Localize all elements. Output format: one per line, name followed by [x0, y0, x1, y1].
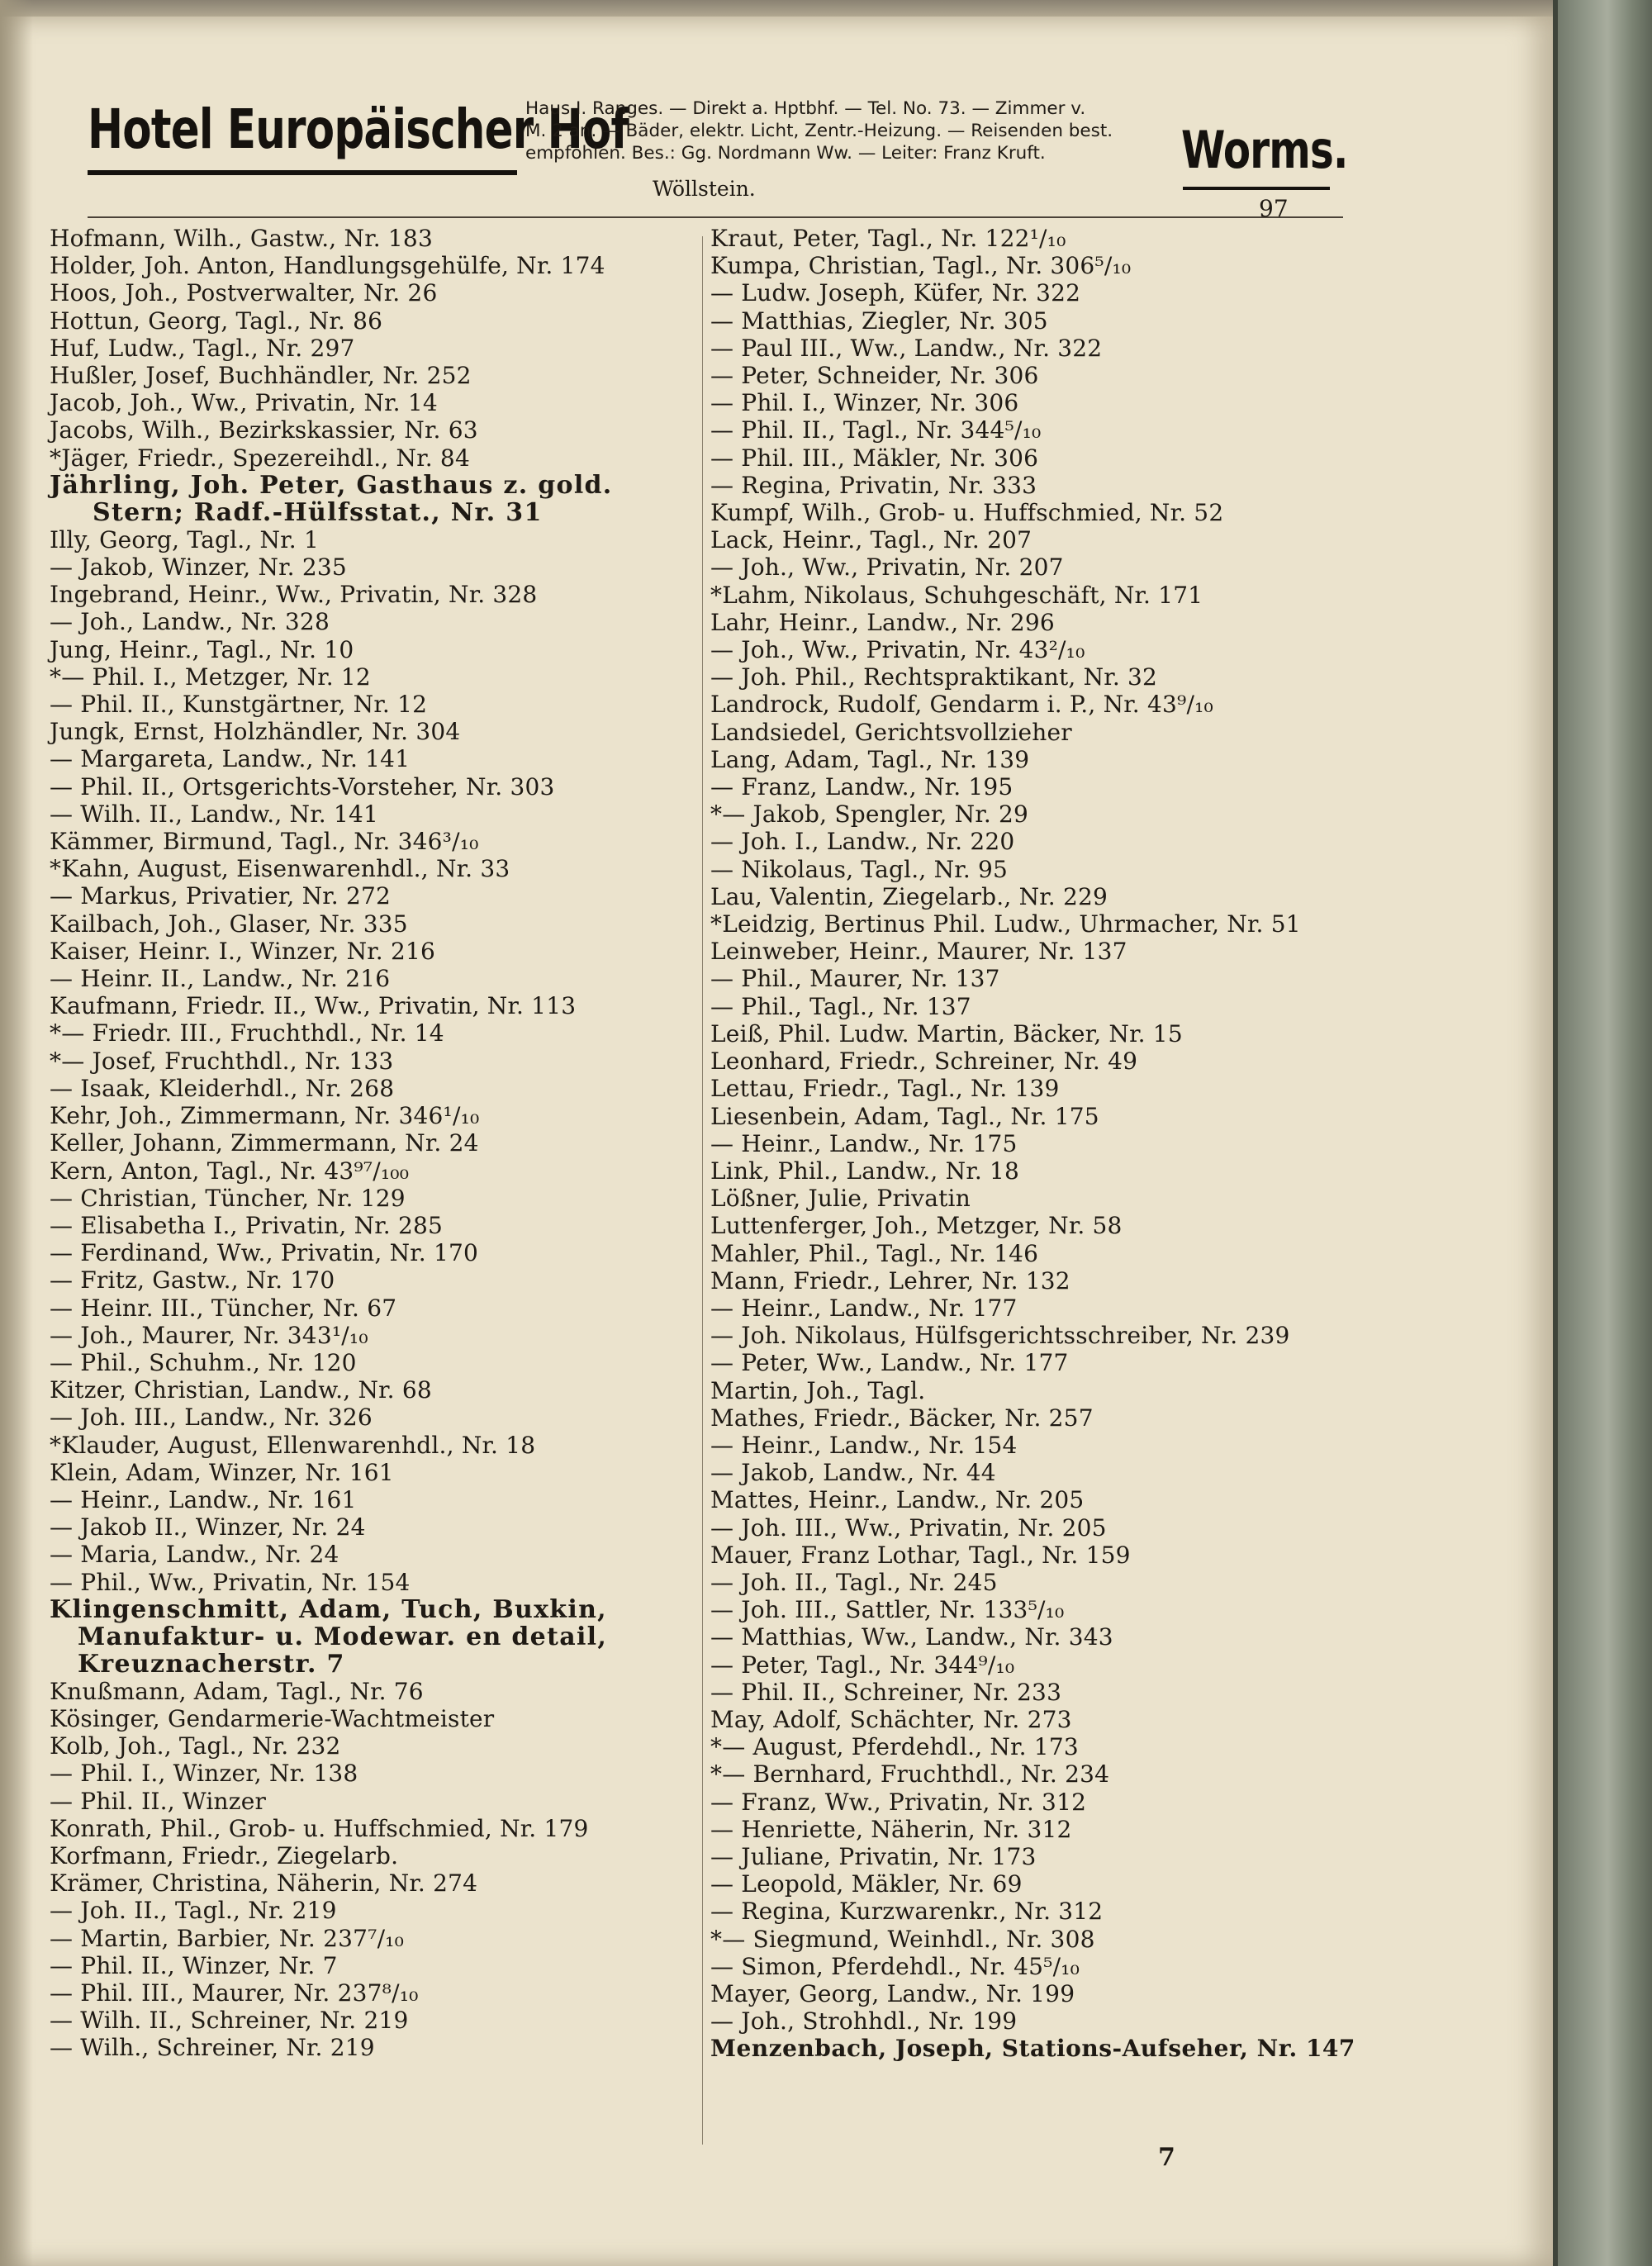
directory-entry: — Wilh. II., Schreiner, Nr. 219 — [50, 2007, 409, 2035]
directory-entry: — Heinr. II., Landw., Nr. 216 — [50, 965, 391, 993]
directory-entry: — Nikolaus, Tagl., Nr. 95 — [710, 855, 1009, 883]
directory-entry: Mauer, Franz Lothar, Tagl., Nr. 159 — [710, 1541, 1131, 1569]
directory-entry: Kumpa, Christian, Tagl., Nr. 306⁵/₁₀ — [710, 252, 1132, 280]
directory-entry: Menzenbach, Joseph, Stations-Aufseher, Nr. 147 — [710, 2035, 1355, 2063]
directory-entry: *— Friedr. III., Fruchthdl., Nr. 14 — [50, 1019, 444, 1047]
directory-entry: Kitzer, Christian, Landw., Nr. 68 — [50, 1376, 432, 1404]
directory-entry: Mahler, Phil., Tagl., Nr. 146 — [710, 1239, 1039, 1267]
directory-entry: — Joh. II., Tagl., Nr. 219 — [50, 1897, 337, 1925]
directory-entry: Hottun, Georg, Tagl., Nr. 86 — [50, 306, 383, 335]
directory-entry: — Joh. III., Ww., Privatin, Nr. 205 — [710, 1513, 1107, 1542]
hotel-name-heading: Hotel Europäischer Hof — [88, 97, 629, 161]
directory-entry: — Joh., Landw., Nr. 328 — [50, 608, 330, 636]
directory-entry: May, Adolf, Schächter, Nr. 273 — [710, 1705, 1072, 1733]
directory-entry: *Leidzig, Bertinus Phil. Ludw., Uhrmacher, Nr. 51 — [710, 910, 1301, 938]
directory-entry: Leinweber, Heinr., Maurer, Nr. 137 — [710, 938, 1127, 966]
directory-entry: Mann, Friedr., Lehrer, Nr. 132 — [710, 1266, 1070, 1295]
page-gutter-shadow — [0, 0, 33, 2266]
directory-entry: Lack, Heinr., Tagl., Nr. 207 — [710, 526, 1032, 554]
directory-entry: *Kahn, August, Eisenwarenhdl., Nr. 33 — [50, 855, 510, 883]
directory-entry: *— Phil. I., Metzger, Nr. 12 — [50, 663, 371, 691]
directory-entry: Ingebrand, Heinr., Ww., Privatin, Nr. 328 — [50, 581, 538, 609]
directory-entry: — Peter, Tagl., Nr. 344⁹/₁₀ — [710, 1651, 1015, 1679]
directory-entry: Lau, Valentin, Ziegelarb., Nr. 229 — [710, 882, 1108, 910]
directory-entry: Keller, Johann, Zimmermann, Nr. 24 — [50, 1129, 479, 1157]
directory-entry: Korfmann, Friedr., Ziegelarb. — [50, 1841, 399, 1869]
directory-entry: — Christian, Tüncher, Nr. 129 — [50, 1184, 406, 1212]
directory-entry: Jährling, Joh. Peter, Gasthaus z. gold. — [50, 470, 613, 500]
directory-entry: — Juliane, Privatin, Nr. 173 — [710, 1842, 1037, 1870]
directory-entry: — Markus, Privatier, Nr. 272 — [50, 882, 392, 910]
directory-entry: *Lahm, Nikolaus, Schuhgeschäft, Nr. 171 — [710, 581, 1203, 609]
directory-entry: — Phil. III., Mäkler, Nr. 306 — [710, 444, 1039, 472]
directory-entry: — Phil. I., Winzer, Nr. 138 — [50, 1760, 358, 1788]
directory-entry: Landrock, Rudolf, Gendarm i. P., Nr. 43⁹/₁₀ — [710, 691, 1213, 719]
directory-entry: *Jäger, Friedr., Spezereihdl., Nr. 84 — [50, 444, 470, 472]
directory-entry: Kolb, Joh., Tagl., Nr. 232 — [50, 1732, 341, 1760]
directory-entry: Mathes, Friedr., Bäcker, Nr. 257 — [710, 1404, 1094, 1432]
hotel-name-underline — [88, 170, 517, 175]
directory-entry: Lettau, Friedr., Tagl., Nr. 139 — [710, 1075, 1060, 1103]
directory-entry: Stern; Radf.-Hülfsstat., Nr. 31 — [93, 497, 543, 527]
directory-entry: Illy, Georg, Tagl., Nr. 1 — [50, 525, 319, 553]
directory-entry: — Wilh., Schreiner, Nr. 219 — [50, 2034, 375, 2062]
directory-entry: — Phil. III., Maurer, Nr. 237⁸/₁₀ — [50, 1979, 419, 2007]
directory-entry: Mayer, Georg, Landw., Nr. 199 — [710, 1980, 1075, 2007]
directory-entry: Hußler, Josef, Buchhändler, Nr. 252 — [50, 362, 472, 390]
directory-entry: — Simon, Pferdehdl., Nr. 45⁵/₁₀ — [710, 1952, 1080, 1980]
directory-entry: Landsiedel, Gerichtsvollzieher — [710, 718, 1072, 746]
directory-entry: Liesenbein, Adam, Tagl., Nr. 175 — [710, 1102, 1099, 1130]
directory-entry: Luttenferger, Joh., Metzger, Nr. 58 — [710, 1212, 1123, 1240]
hotel-ad-text — [525, 97, 1178, 164]
directory-entry: *— Josef, Fruchthdl., Nr. 133 — [50, 1047, 394, 1075]
directory-entry: — Joh. III., Landw., Nr. 326 — [50, 1404, 373, 1432]
city-underline — [1183, 187, 1330, 190]
directory-entry: Jung, Heinr., Tagl., Nr. 10 — [50, 635, 354, 663]
directory-entry: — Joh., Maurer, Nr. 343¹/₁₀ — [50, 1321, 368, 1349]
directory-entry: Kailbach, Joh., Glaser, Nr. 335 — [50, 910, 408, 938]
directory-entry: — Heinr. III., Tüncher, Nr. 67 — [50, 1294, 397, 1322]
ad-line: M. 2 an. — Bäder, elektr. Licht, Zentr.-Heizung. — Reisenden best. — [525, 121, 1113, 141]
directory-entry: *— Siegmund, Weinhdl., Nr. 308 — [710, 1925, 1095, 1953]
directory-entry: — Wilh. II., Landw., Nr. 141 — [50, 800, 378, 828]
directory-entry: — Jakob II., Winzer, Nr. 24 — [50, 1513, 366, 1542]
directory-entry: Holder, Joh. Anton, Handlungsgehülfe, Nr. 174 — [50, 252, 605, 280]
directory-entry: Manufaktur- u. Modewar. en detail, — [78, 1622, 608, 1651]
directory-entry: — Phil. II., Schreiner, Nr. 233 — [710, 1678, 1062, 1706]
directory-entry: Huf, Ludw., Tagl., Nr. 297 — [50, 334, 355, 362]
page-number: 97 — [1259, 195, 1289, 222]
directory-entry: *— August, Pferdehdl., Nr. 173 — [710, 1733, 1079, 1761]
right-column — [710, 225, 1355, 2063]
directory-entry: — Leopold, Mäkler, Nr. 69 — [710, 1870, 1023, 1898]
directory-entry: Kösinger, Gendarmerie-Wachtmeister — [50, 1704, 495, 1732]
directory-entry: — Martin, Barbier, Nr. 237⁷/₁₀ — [50, 1924, 405, 1952]
directory-entry: — Fritz, Gastw., Nr. 170 — [50, 1266, 335, 1295]
directory-entry: Mattes, Heinr., Landw., Nr. 205 — [710, 1486, 1085, 1514]
directory-entry: — Heinr., Landw., Nr. 175 — [710, 1129, 1018, 1157]
directory-entry: Leonhard, Friedr., Schreiner, Nr. 49 — [710, 1047, 1138, 1076]
directory-entry: — Joh., Strohhdl., Nr. 199 — [710, 2007, 1018, 2036]
directory-entry: — Isaak, Kleiderhdl., Nr. 268 — [50, 1074, 395, 1102]
directory-entry: — Jakob, Landw., Nr. 44 — [710, 1459, 996, 1487]
directory-entry: Hoos, Joh., Postverwalter, Nr. 26 — [50, 279, 438, 307]
directory-entry: — Ludw. Joseph, Küfer, Nr. 322 — [710, 279, 1081, 307]
directory-entry: Krämer, Christina, Näherin, Nr. 274 — [50, 1869, 478, 1898]
directory-entry: — Phil., Tagl., Nr. 137 — [710, 992, 971, 1020]
directory-entry: — Joh. II., Tagl., Nr. 245 — [710, 1568, 998, 1596]
directory-entry: *Klauder, August, Ellenwarenhdl., Nr. 18 — [50, 1431, 536, 1459]
column-divider — [702, 236, 703, 2145]
directory-entry: — Peter, Ww., Landw., Nr. 177 — [710, 1349, 1069, 1377]
directory-entry: — Ferdinand, Ww., Privatin, Nr. 170 — [50, 1239, 479, 1267]
directory-entry: — Phil., Ww., Privatin, Nr. 154 — [50, 1568, 411, 1596]
city-heading: Worms. — [1181, 120, 1348, 180]
directory-entry: Kaiser, Heinr. I., Winzer, Nr. 216 — [50, 937, 436, 965]
directory-entry: — Matthias, Ziegler, Nr. 305 — [710, 306, 1048, 335]
directory-entry: — Joh., Ww., Privatin, Nr. 43²/₁₀ — [710, 636, 1085, 664]
directory-entry: — Phil. II., Kunstgärtner, Nr. 12 — [50, 691, 428, 719]
directory-entry: — Phil. II., Winzer, Nr. 7 — [50, 1951, 338, 1979]
directory-entry: — Joh. III., Sattler, Nr. 133⁵/₁₀ — [710, 1596, 1065, 1624]
left-column — [50, 225, 702, 2062]
directory-entry: Jacobs, Wilh., Bezirkskassier, Nr. 63 — [50, 416, 478, 444]
directory-entry: — Phil. II., Ortsgerichts-Vorsteher, Nr. 303 — [50, 772, 555, 800]
directory-entry: — Margareta, Landw., Nr. 141 — [50, 745, 411, 773]
directory-entry: Kehr, Joh., Zimmermann, Nr. 346¹/₁₀ — [50, 1102, 480, 1130]
directory-entry: — Phil., Maurer, Nr. 137 — [710, 965, 1000, 993]
directory-entry: Jacob, Joh., Ww., Privatin, Nr. 14 — [50, 389, 438, 417]
directory-entry: Kreuznacherstr. 7 — [78, 1649, 345, 1679]
signature-mark: 7 — [1158, 2143, 1175, 2172]
directory-entry: Kaufmann, Friedr. II., Ww., Privatin, Nr. 113 — [50, 992, 577, 1020]
directory-entry: Klein, Adam, Winzer, Nr. 161 — [50, 1458, 394, 1486]
directory-entry: Link, Phil., Landw., Nr. 18 — [710, 1157, 1020, 1185]
directory-entry: — Maria, Landw., Nr. 24 — [50, 1541, 339, 1569]
directory-entry: Kern, Anton, Tagl., Nr. 43⁹⁷/₁₀₀ — [50, 1157, 410, 1185]
directory-entry: Konrath, Phil., Grob- u. Huffschmied, Nr. 179 — [50, 1814, 589, 1842]
directory-entry: — Heinr., Landw., Nr. 154 — [710, 1431, 1018, 1459]
directory-entry: Klingenschmitt, Adam, Tuch, Buxkin, — [50, 1594, 607, 1624]
directory-entry: Knußmann, Adam, Tagl., Nr. 76 — [50, 1677, 424, 1705]
directory-entry: — Phil. II., Winzer — [50, 1787, 267, 1815]
directory-entry: Lang, Adam, Tagl., Nr. 139 — [710, 745, 1030, 773]
directory-entry: — Henriette, Näherin, Nr. 312 — [710, 1815, 1072, 1843]
directory-entry: — Franz, Ww., Privatin, Nr. 312 — [710, 1788, 1087, 1816]
directory-entry: *— Bernhard, Fruchthdl., Nr. 234 — [710, 1760, 1110, 1789]
directory-entry: Hofmann, Wilh., Gastw., Nr. 183 — [50, 225, 433, 252]
directory-entry: *— Jakob, Spengler, Nr. 29 — [710, 800, 1029, 829]
directory-entry: — Regina, Kurzwarenkr., Nr. 312 — [710, 1898, 1104, 1926]
directory-entry: — Phil. I., Winzer, Nr. 306 — [710, 389, 1019, 417]
directory-entry: Kämmer, Birmund, Tagl., Nr. 346³/₁₀ — [50, 828, 479, 856]
directory-entry: — Matthias, Ww., Landw., Nr. 343 — [710, 1623, 1113, 1651]
directory-entry: — Elisabetha I., Privatin, Nr. 285 — [50, 1211, 444, 1239]
ad-subline: Wöllstein. — [653, 177, 756, 201]
directory-entry: — Regina, Privatin, Nr. 333 — [710, 471, 1037, 499]
directory-entry: — Franz, Landw., Nr. 195 — [710, 773, 1014, 801]
directory-entry: Lößner, Julie, Privatin — [710, 1185, 971, 1213]
directory-entry: Lahr, Heinr., Landw., Nr. 296 — [710, 608, 1055, 636]
header-rule — [88, 216, 1343, 218]
directory-entry: — Heinr., Landw., Nr. 161 — [50, 1485, 357, 1513]
book-binding-edge — [1553, 0, 1652, 2266]
directory-entry: — Joh. I., Landw., Nr. 220 — [710, 828, 1015, 856]
directory-entry: — Jakob, Winzer, Nr. 235 — [50, 553, 347, 582]
directory-entry: Kraut, Peter, Tagl., Nr. 122¹/₁₀ — [710, 225, 1066, 252]
directory-entry: — Phil., Schuhm., Nr. 120 — [50, 1348, 357, 1376]
directory-entry: — Peter, Schneider, Nr. 306 — [710, 362, 1039, 390]
directory-entry: — Phil. II., Tagl., Nr. 344⁵/₁₀ — [710, 416, 1042, 444]
directory-entry: — Joh. Nikolaus, Hülfsgerichtsschreiber, Nr. 239 — [710, 1322, 1290, 1350]
directory-entry: Jungk, Ernst, Holzhändler, Nr. 304 — [50, 718, 461, 746]
directory-entry: Martin, Joh., Tagl. — [710, 1376, 926, 1404]
ad-line: Haus I. Ranges. — Direkt a. Hptbhf. — Tel. No. 73. — Zimmer v. — [525, 98, 1086, 119]
directory-entry: Kumpf, Wilh., Grob- u. Huffschmied, Nr. 52 — [710, 499, 1224, 527]
ad-line: empfohlen. Bes.: Gg. Nordmann Ww. — Leiter: Franz Kruft. — [525, 143, 1046, 164]
directory-entry: — Heinr., Landw., Nr. 177 — [710, 1294, 1018, 1322]
directory-entry: — Paul III., Ww., Landw., Nr. 322 — [710, 334, 1103, 362]
directory-entry: Leiß, Phil. Ludw. Martin, Bäcker, Nr. 15 — [710, 1019, 1183, 1047]
directory-entry: — Joh. Phil., Rechtspraktikant, Nr. 32 — [710, 663, 1158, 691]
directory-entry: — Joh., Ww., Privatin, Nr. 207 — [710, 553, 1064, 582]
